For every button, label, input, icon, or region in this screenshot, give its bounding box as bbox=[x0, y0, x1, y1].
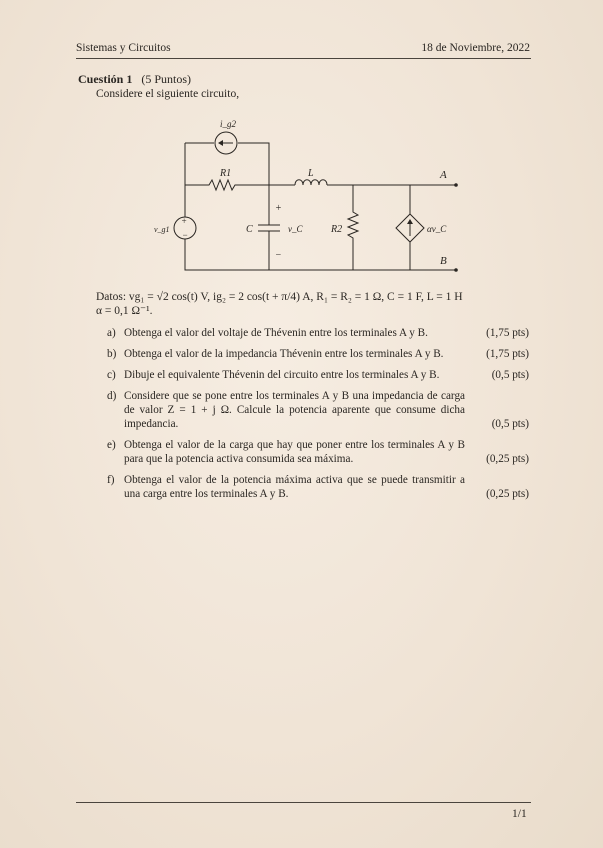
question-body bbox=[96, 290, 532, 508]
item-label: c) bbox=[107, 369, 116, 381]
label-alpha-vc: αv_C bbox=[427, 224, 447, 234]
item-points: (0,25 pts) bbox=[486, 453, 529, 465]
item-label: f) bbox=[107, 474, 115, 486]
given-data-line2: α = 0,1 Ω⁻¹. bbox=[96, 305, 153, 317]
item-label: e) bbox=[107, 439, 116, 451]
item-points: (0,5 pts) bbox=[491, 369, 529, 381]
resistor-r2 bbox=[348, 185, 358, 270]
label-b: B bbox=[440, 255, 447, 267]
label-vg1: v_g1 bbox=[154, 225, 170, 234]
item-e bbox=[107, 438, 529, 466]
item-c bbox=[107, 368, 529, 382]
item-text: Obtenga el valor del voltaje de Thévenin entre los terminales A y B. bbox=[124, 327, 428, 339]
item-points: (1,75 pts) bbox=[486, 348, 529, 360]
item-label: d) bbox=[107, 390, 117, 402]
item-label: b) bbox=[107, 348, 117, 360]
item-list bbox=[107, 326, 529, 501]
header-course: Sistemas y Circuitos bbox=[76, 42, 171, 54]
item-label: a) bbox=[107, 327, 116, 339]
item-text: Obtenga el valor de la impedancia Thévenin entre los terminales A y B. bbox=[124, 348, 444, 360]
item-points: (1,75 pts) bbox=[486, 327, 529, 339]
label-l: L bbox=[308, 168, 314, 179]
footer-rule bbox=[76, 802, 531, 803]
label-ig2: i_g2 bbox=[220, 119, 237, 129]
circuit-diagram bbox=[0, 0, 603, 288]
item-text: Obtenga el valor de la potencia máxima activa que se puede transmitir a una carga entre los terminales A y B. bbox=[124, 474, 465, 500]
question-points: (5 Puntos) bbox=[141, 72, 192, 86]
arrowhead-up-icon bbox=[407, 219, 413, 224]
header-date: 18 de Noviembre, 2022 bbox=[421, 42, 530, 54]
item-text: Obtenga el valor de la carga que hay que poner entre los terminales A y B para que la potencia activa consumida sea máxima. bbox=[124, 439, 465, 465]
question-intro: Considere el siguiente circuito, bbox=[96, 88, 240, 100]
item-points: (0,5 pts) bbox=[491, 418, 529, 430]
item-d bbox=[107, 389, 529, 431]
given-data-line1: Datos: vg₁ = √2 cos(t) V, ig₂ = 2 cos(t + π/4) A, R₁ = R₂ = 1 Ω, C = 1 F, L = 1 H bbox=[96, 291, 463, 303]
vg1-minus: − bbox=[182, 230, 189, 240]
given-data bbox=[96, 290, 532, 318]
label-r1: R1 bbox=[220, 168, 232, 179]
wire-bottom bbox=[185, 143, 455, 270]
question-number: Cuestión 1 bbox=[78, 72, 133, 86]
resistor-r1 bbox=[185, 180, 295, 190]
item-text: Dibuje el equivalente Thévenin del circuito entre los terminales A y B. bbox=[124, 369, 440, 381]
vc-minus: − bbox=[275, 250, 282, 261]
vg1-plus: + bbox=[181, 216, 188, 226]
label-a: A bbox=[440, 169, 447, 181]
label-vc: v_C bbox=[288, 224, 303, 234]
item-b bbox=[107, 347, 529, 361]
item-a bbox=[107, 326, 529, 340]
inductor-l bbox=[295, 180, 457, 185]
label-r2: R2 bbox=[331, 224, 343, 235]
terminal-a bbox=[454, 183, 458, 187]
label-c: C bbox=[246, 224, 253, 235]
arrowhead-left-icon bbox=[218, 140, 223, 146]
item-f bbox=[107, 473, 529, 501]
terminal-b bbox=[454, 268, 458, 272]
item-text: Considere que se pone entre los terminales A y B una impedancia de carga de valor Z = 1 + j Ω. Calcule la potencia aparente que consume dicha impedancia. bbox=[124, 390, 465, 430]
vc-plus: + bbox=[275, 203, 282, 214]
item-points: (0,25 pts) bbox=[486, 488, 529, 500]
page-number: 1/1 bbox=[512, 808, 527, 820]
